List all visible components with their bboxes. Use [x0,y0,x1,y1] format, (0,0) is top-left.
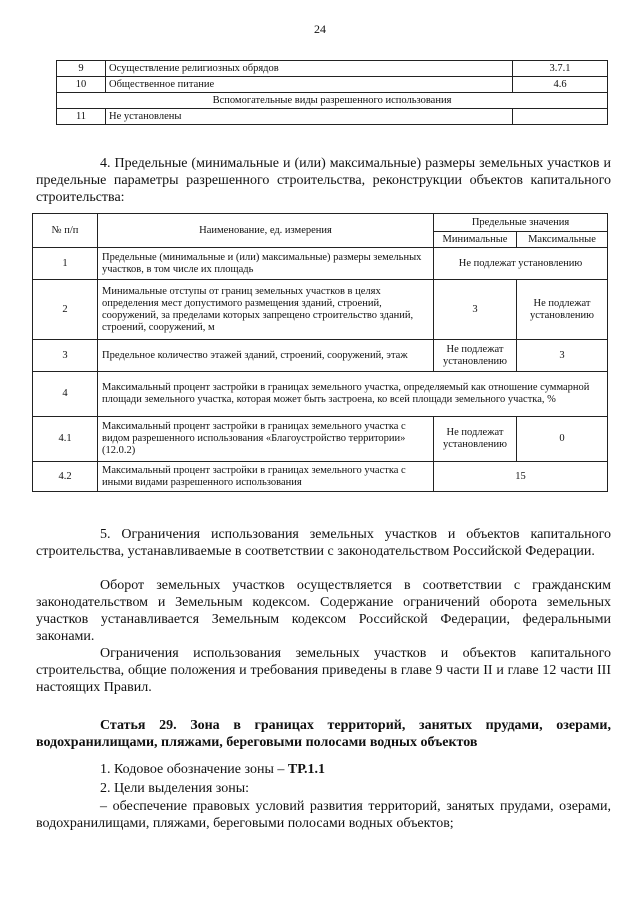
page-number: 24 [314,22,326,36]
header-name: Наименование, ед. измерения [98,214,434,248]
table-row [33,417,608,462]
row-number: 11 [57,109,106,125]
limits-table [32,213,608,492]
row-number: 4 [33,372,98,417]
section-header-row [57,93,608,109]
table-row [33,248,608,280]
table-row [57,77,608,93]
param-name: Максимальный процент застройки в границах земельного участка, определяемый как отношение суммарной площади земельного участка, которая может быть застроена, ко всей площади земельного участка, % [98,372,608,417]
table-row [33,280,608,340]
param-name: Предельное количество этажей зданий, строений, сооружений, этаж [98,340,434,372]
item-goals: 2. Цели выделения зоны: [100,781,250,796]
section-5-paragraph: Ограничения использования земельных участков и объектов капитального строительства, общие положения и требования приведены в главе 9 части II и главе 12 части III настоящих Правил. [36,646,611,695]
header-num: № п/п [33,214,98,248]
param-value: 15 [434,462,608,492]
row-number: 4.2 [33,462,98,492]
header-max: Максимальные [517,232,608,248]
section-4-text: 4. Предельные (минимальные и (или) максимальные) размеры земельных участков и предельные параметры разрешенного строительства, реконструкции объектов капитального строительства: [36,156,611,205]
header-row [33,214,608,232]
item-code-label: 1. Кодовое обозначение зоны – [100,762,288,777]
zone-code: ТР.1.1 [287,762,325,777]
row-number: 3 [33,340,98,372]
use-code: 3.7.1 [513,61,608,77]
table-row [33,372,608,417]
use-name: Не установлены [106,109,513,125]
param-value: Не подлежат установлению [434,248,608,280]
table-row [33,340,608,372]
param-min: Не подлежат установлению [434,340,517,372]
param-min: Не подлежат установлению [434,417,517,462]
header-limits: Предельные значения [434,214,608,232]
use-code [513,109,608,125]
use-name: Общественное питание [106,77,513,93]
param-name: Предельные (минимальные и (или) максимальные) размеры земельных участков, в том числе их площадь [98,248,434,280]
row-number: 1 [33,248,98,280]
param-max: 0 [517,417,608,462]
param-name: Минимальные отступы от границ земельных участков в целях определения мест допустимого размещения зданий, строений, сооружений, за пределами которых запрещено строительство зданий, строений, сооружений, м [98,280,434,340]
section-5-paragraph: 5. Ограничения использования земельных участков и объектов капитального строительства, устанавливаемые в соответствии с законодательством Российской Федерации. [36,527,611,559]
permitted-uses-table [56,60,608,125]
param-name: Максимальный процент застройки в границах земельного участка с видом разрешенного использования «Благоустройство территории» (12.0.2) [98,417,434,462]
article-heading: Статья 29. Зона в границах территорий, занятых прудами, озерами, водохранилищами, пляжами, береговыми полосами водных объектов [36,718,611,750]
param-name: Максимальный процент застройки в границах земельного участка с иными видами разрешенного использования [98,462,434,492]
table-row [57,61,608,77]
table-row [33,462,608,492]
row-number: 10 [57,77,106,93]
row-number: 9 [57,61,106,77]
row-number: 2 [33,280,98,340]
goal-bullet: – обеспечение правовых условий развития территорий, занятых прудами, озерами, водохранилищами, пляжами, береговыми полосами водных объектов; [36,799,611,831]
param-max: Не подлежат установлению [517,280,608,340]
use-name: Осуществление религиозных обрядов [106,61,513,77]
item-code-designation [100,761,325,778]
auxiliary-uses-header: Вспомогательные виды разрешенного использования [57,93,608,109]
param-min: 3 [434,280,517,340]
section-5-paragraph: Оборот земельных участков осуществляется в соответствии с гражданским законодательством и Земельным кодексом. Содержание ограничений оборота земельных участков устанавливается Земельным кодексом Российской Федерации, федеральными законами. [36,578,611,644]
table-row [57,109,608,125]
param-max: 3 [517,340,608,372]
row-number: 4.1 [33,417,98,462]
use-code: 4.6 [513,77,608,93]
header-min: Минимальные [434,232,517,248]
